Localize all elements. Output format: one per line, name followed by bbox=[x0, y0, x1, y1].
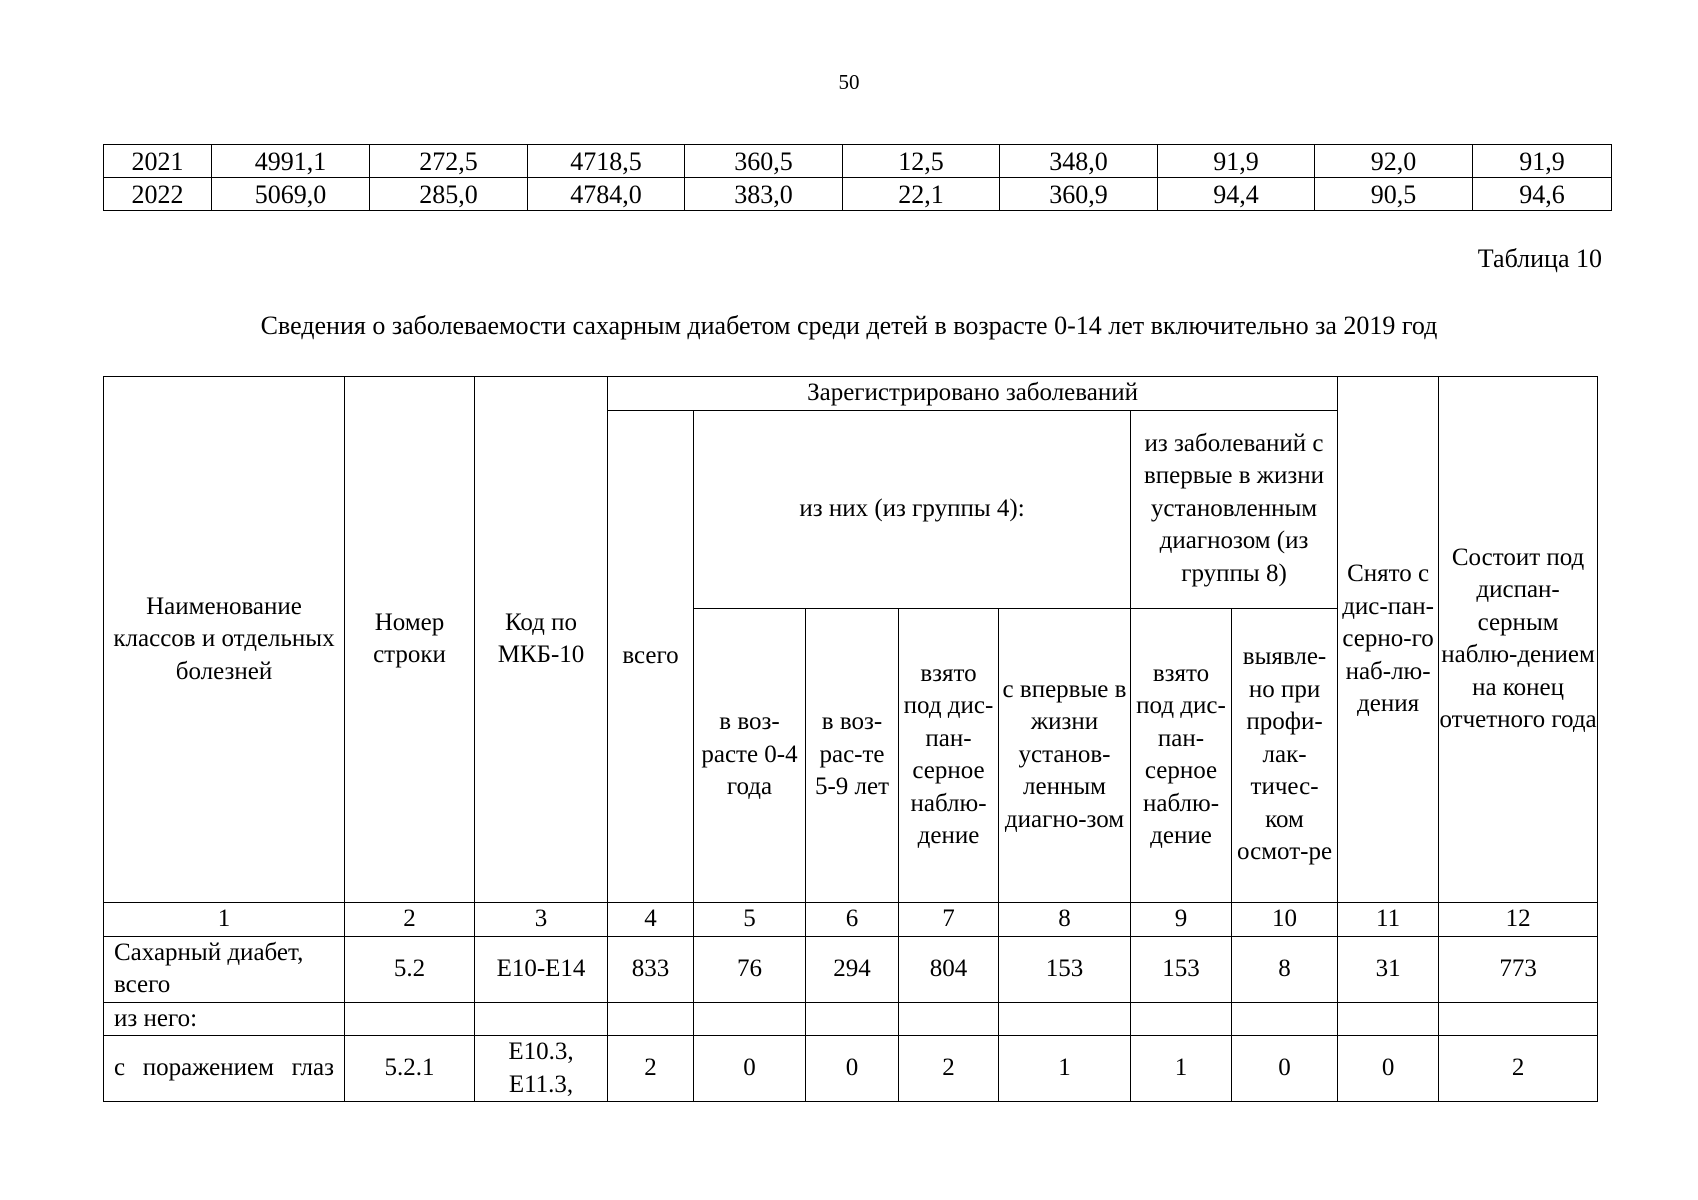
table-row bbox=[104, 1002, 1598, 1036]
table-cell: 360,5 bbox=[685, 145, 843, 178]
previous-table-row bbox=[104, 145, 1612, 178]
disease-name-cell: с поражением глаз bbox=[104, 1036, 345, 1102]
value-cell bbox=[999, 1002, 1131, 1036]
table-row bbox=[104, 936, 1598, 1002]
header-disease-name: Наименование классов и отдельных болезней bbox=[104, 377, 345, 903]
value-cell bbox=[1131, 1002, 1232, 1036]
table-cell: 94,4 bbox=[1158, 178, 1315, 211]
table-cell: 4718,5 bbox=[528, 145, 685, 178]
table-cell: 90,5 bbox=[1315, 178, 1473, 211]
value-cell: 833 bbox=[608, 936, 694, 1002]
column-number: 10 bbox=[1232, 902, 1338, 936]
value-cell: 8 bbox=[1232, 936, 1338, 1002]
value-cell: 0 bbox=[694, 1036, 806, 1102]
column-number: 12 bbox=[1439, 902, 1598, 936]
value-cell bbox=[608, 1002, 694, 1036]
column-number: 3 bbox=[475, 902, 608, 936]
diabetes-morbidity-table bbox=[103, 376, 1598, 1102]
table-cell: 4991,1 bbox=[212, 145, 370, 178]
table-cell: 91,9 bbox=[1473, 145, 1612, 178]
table-cell: 2022 bbox=[104, 178, 212, 211]
column-number: 4 bbox=[608, 902, 694, 936]
header-registered: Зарегистрировано заболеваний bbox=[608, 377, 1338, 411]
value-cell: 2 bbox=[608, 1036, 694, 1102]
table-title: Сведения о заболеваемости сахарным диабетом среди детей в возрасте 0-14 лет включительно за 2019 год bbox=[260, 311, 1438, 340]
value-cell: 804 bbox=[899, 936, 999, 1002]
column-number: 2 bbox=[345, 902, 475, 936]
table-cell: 272,5 bbox=[370, 145, 528, 178]
table-cell: 91,9 bbox=[1158, 145, 1315, 178]
header-dispensary-taken-new: взято под дис-пан-серное наблю-дение bbox=[1131, 608, 1232, 902]
column-number: 9 bbox=[1131, 902, 1232, 936]
table-number: Таблица 10 bbox=[1477, 244, 1602, 273]
value-cell bbox=[1439, 1002, 1598, 1036]
previous-table-row bbox=[104, 178, 1612, 211]
header-of-them: из них (из группы 4): bbox=[694, 410, 1131, 608]
value-cell: 76 bbox=[694, 936, 806, 1002]
icd-code-cell bbox=[475, 1002, 608, 1036]
table-cell: 348,0 bbox=[1000, 145, 1158, 178]
value-cell: 1 bbox=[1131, 1036, 1232, 1102]
header-dispensary-taken: взято под дис-пан-серное наблю-дение bbox=[899, 608, 999, 902]
value-cell bbox=[899, 1002, 999, 1036]
value-cell: 1 bbox=[999, 1036, 1131, 1102]
column-number: 7 bbox=[899, 902, 999, 936]
table-cell: 4784,0 bbox=[528, 178, 685, 211]
value-cell: 31 bbox=[1338, 936, 1439, 1002]
value-cell: 0 bbox=[1338, 1036, 1439, 1102]
value-cell: 2 bbox=[1439, 1036, 1598, 1102]
row-number-cell: 5.2.1 bbox=[345, 1036, 475, 1102]
header-first-diagnosed: с впервые в жизни установ-ленным диагно-зом bbox=[999, 608, 1131, 902]
page-number: 50 bbox=[838, 70, 860, 94]
value-cell: 153 bbox=[999, 936, 1131, 1002]
column-number: 1 bbox=[104, 902, 345, 936]
header-total: всего bbox=[608, 410, 694, 902]
value-cell: 153 bbox=[1131, 936, 1232, 1002]
header-age-5-9: в воз-рас-те 5-9 лет bbox=[806, 608, 899, 902]
value-cell bbox=[694, 1002, 806, 1036]
header-of-new-diagnosed: из заболеваний с впервые в жизни установленным диагнозом (из группы 8) bbox=[1131, 410, 1338, 608]
disease-name-cell: из него: bbox=[104, 1002, 345, 1036]
table-cell: 383,0 bbox=[685, 178, 843, 211]
table-cell: 285,0 bbox=[370, 178, 528, 211]
value-cell: 0 bbox=[806, 1036, 899, 1102]
table-row bbox=[104, 1036, 1598, 1102]
icd-code-cell: E10.3, E11.3, bbox=[475, 1036, 608, 1102]
header-preventive-exam: выявле-но при профи-лак-тичес-ком осмот-ре bbox=[1232, 608, 1338, 902]
value-cell bbox=[1232, 1002, 1338, 1036]
column-number-row bbox=[104, 902, 1598, 936]
header-age-0-4: в воз-расте 0-4 года bbox=[694, 608, 806, 902]
table-cell: 22,1 bbox=[843, 178, 1000, 211]
header-under-observation: Состоит под диспан-серным наблю-дением на конец отчетного года bbox=[1439, 377, 1598, 903]
column-number: 5 bbox=[694, 902, 806, 936]
value-cell bbox=[1338, 1002, 1439, 1036]
column-number: 6 bbox=[806, 902, 899, 936]
header-removed: Снято с дис-пан-серно-го наб-лю-дения bbox=[1338, 377, 1439, 903]
table-cell: 94,6 bbox=[1473, 178, 1612, 211]
row-number-cell bbox=[345, 1002, 475, 1036]
column-number: 8 bbox=[999, 902, 1131, 936]
table-cell: 92,0 bbox=[1315, 145, 1473, 178]
header-row-number: Номер строки bbox=[345, 377, 475, 903]
value-cell: 294 bbox=[806, 936, 899, 1002]
value-cell: 773 bbox=[1439, 936, 1598, 1002]
disease-name-cell: Сахарный диабет, всего bbox=[104, 936, 345, 1002]
icd-code-cell: E10-E14 bbox=[475, 936, 608, 1002]
table-cell: 360,9 bbox=[1000, 178, 1158, 211]
column-number: 11 bbox=[1338, 902, 1439, 936]
previous-table-continuation bbox=[103, 144, 1612, 211]
row-number-cell: 5.2 bbox=[345, 936, 475, 1002]
value-cell bbox=[806, 1002, 899, 1036]
table-cell: 5069,0 bbox=[212, 178, 370, 211]
header-icd-code: Код по МКБ-10 bbox=[475, 377, 608, 903]
value-cell: 0 bbox=[1232, 1036, 1338, 1102]
table-cell: 2021 bbox=[104, 145, 212, 178]
value-cell: 2 bbox=[899, 1036, 999, 1102]
table-cell: 12,5 bbox=[843, 145, 1000, 178]
